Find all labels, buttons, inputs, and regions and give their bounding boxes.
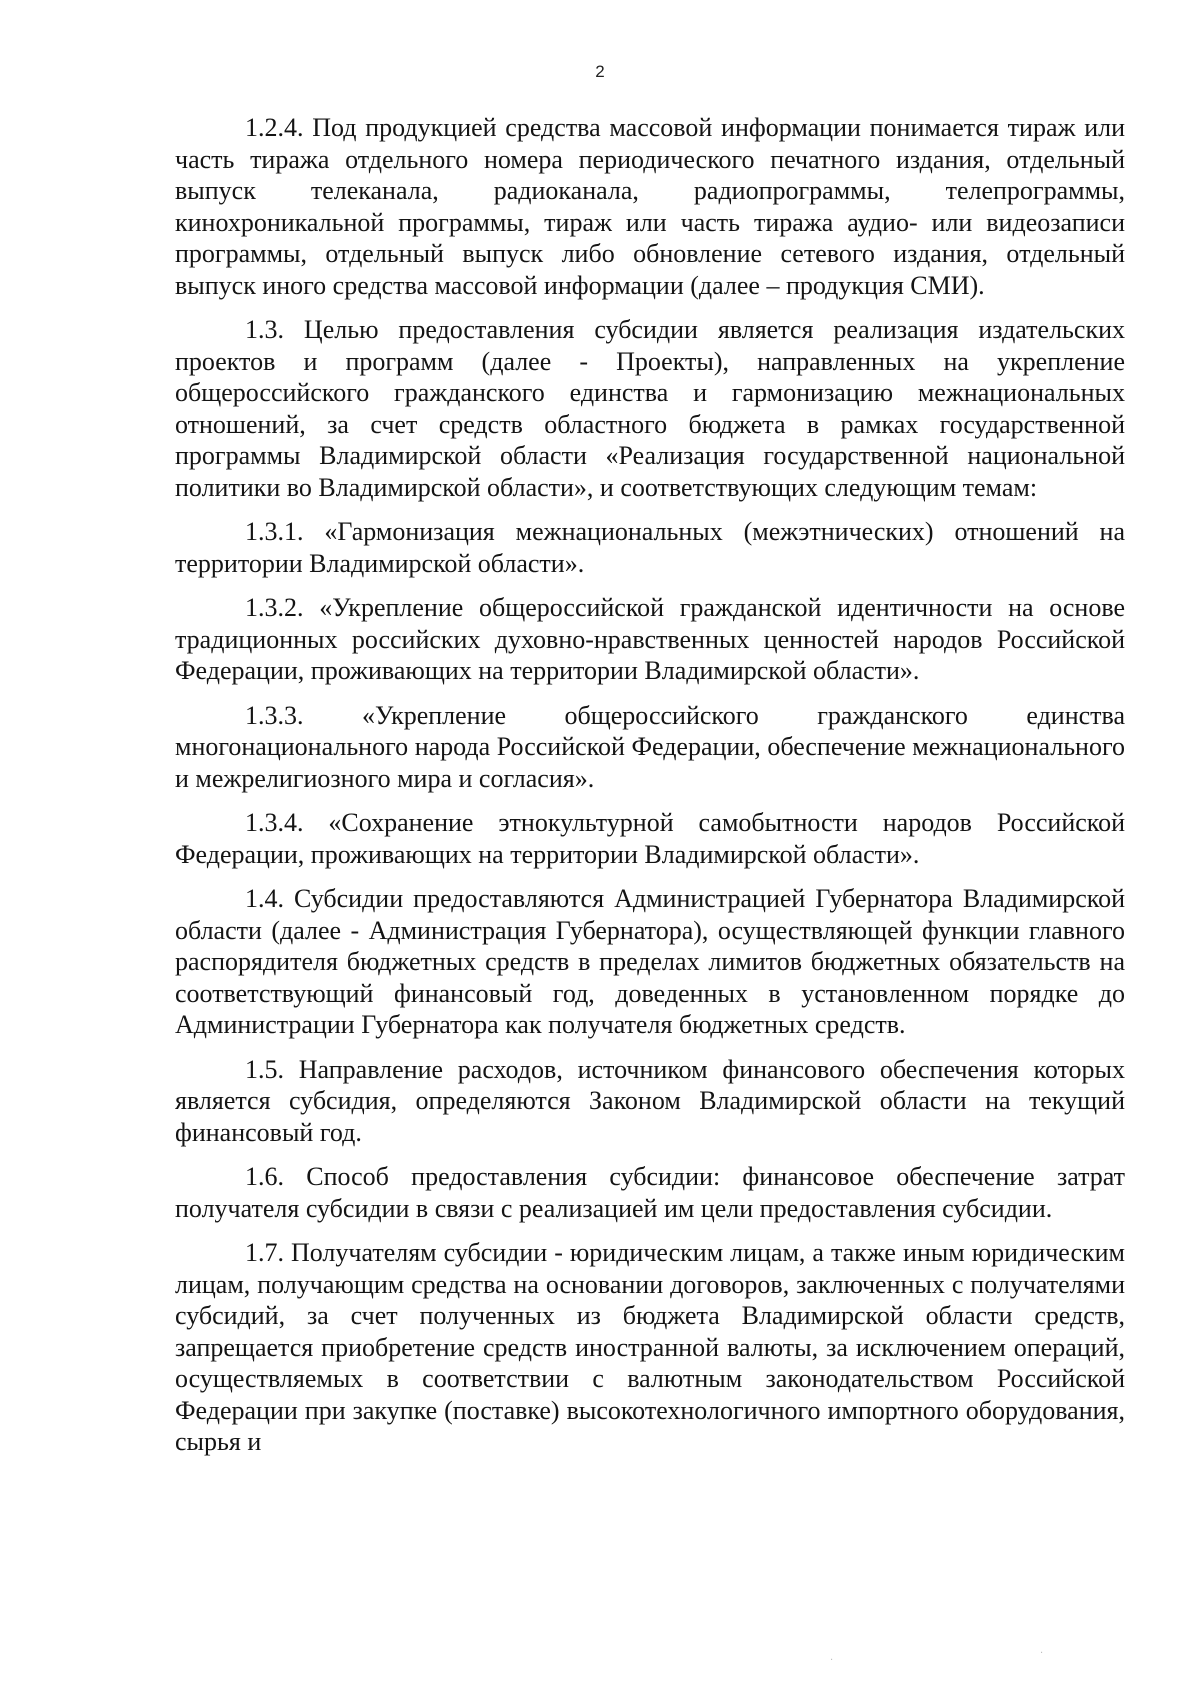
paragraph-1-3: 1.3. Целью предоставления субсидии является реализация издательских проектов и программ (далее - Проекты), направленных на укрепление общероссийского гражданского единства и гармонизацию межнациональных отношений, за счет средств областного бюджета в рамках государственной программы Владимирской области «Реализация государственной национальной политики во Владимирской области», и соответствующих следующим темам: xyxy=(175,315,1125,502)
paragraph-1-3-3: 1.3.3. «Укрепление общероссийского гражданского единства многонационального народа Российской Федерации, обеспечение межнационального и межрелигиозного мира и согласия». xyxy=(175,700,1125,793)
scan-speck: · xyxy=(1040,1648,1044,1659)
paragraph-1-5: 1.5. Направление расходов, источником финансового обеспечения которых является субсидия, определяются Законом Владимирской области на текущий финансовый год. xyxy=(175,1054,1125,1147)
paragraph-1-3-2: 1.3.2. «Укрепление общероссийской гражданской идентичности на основе традиционных российских духовно-нравственных ценностей народов Российской Федерации, проживающих на территории Владимирской области». xyxy=(175,593,1125,685)
paragraph-1-4: 1.4. Субсидии предоставляются Администрацией Губернатора Владимирской области (далее - Администрация Губернатора), осуществляющей функции главного распорядителя бюджетных средств в пределах лимитов бюджетных обязательств на соответствующий финансовый год, доведенных в установленном порядке до Администрации Губернатора как получателя бюджетных средств. xyxy=(175,884,1125,1039)
paragraph-1-3-4: 1.3.4. «Сохранение этнокультурной самобытности народов Российской Федерации, проживающих на территории Владимирской области». xyxy=(175,808,1125,869)
paragraph-1-3-1: 1.3.1. «Гармонизация межнациональных (межэтнических) отношений на территории Владимирской области». xyxy=(175,517,1125,578)
paragraph-1-7: 1.7. Получателям субсидии - юридическим лицам, а также иным юридическим лицам, получающим средства на основании договоров, заключенных с получателями субсидий, за счет полученных из бюджета Владимирской области средств, запрещается приобретение средств иностранной валюты, за исключением операций, осуществляемых в соответствии с валютным законодательством Российской Федерации при закупке (поставке) высокотехнологичного импортного оборудования, сырья и xyxy=(175,1238,1125,1456)
paragraph-1-2-4: 1.2.4. Под продукцией средства массовой информации понимается тираж или часть тиража отдельного номера периодического печатного издания, отдельный выпуск телеканала, радиоканала, радиопрограммы, телепрограммы, кинохроникальной программы, тираж или часть тиража аудио- или видеозаписи программы, отдельный выпуск либо обновление сетевого издания, отдельный выпуск иного средства массовой информации (далее – продукция СМИ). xyxy=(175,113,1125,300)
page-number: 2 xyxy=(595,62,605,81)
scan-speck: · xyxy=(830,1655,834,1666)
document-body xyxy=(175,112,1125,1471)
paragraph-1-6: 1.6. Способ предоставления субсидии: финансовое обеспечение затрат получателя субсидии в связи с реализацией им цели предоставления субсидии. xyxy=(175,1162,1125,1223)
